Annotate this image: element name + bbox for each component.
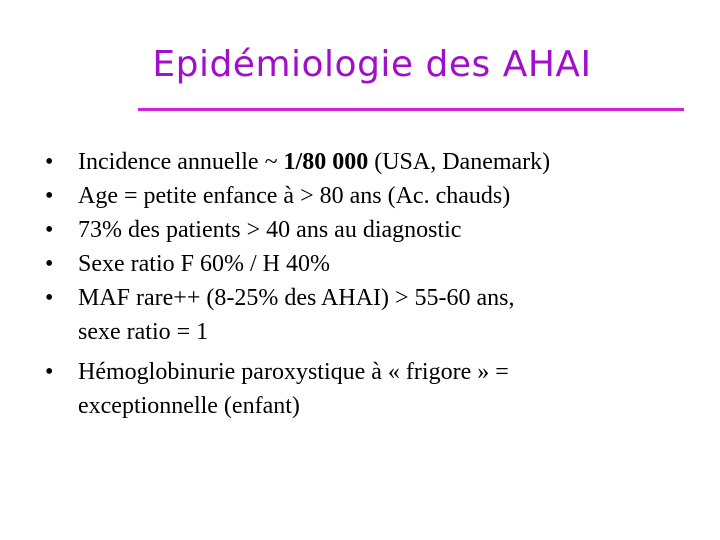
bullet-marker: •	[45, 149, 54, 175]
bullet-item-hemoglobinuria	[0, 355, 720, 423]
bullet-text: Age = petite enfance à > 80 ans (Ac. chauds)	[78, 183, 511, 209]
bullet-marker: •	[45, 285, 54, 311]
incidence-value: 1/80 000	[283, 149, 369, 175]
bullet-item-patients	[0, 213, 720, 247]
bullet-text: 73% des patients > 40 ans au diagnostic	[78, 217, 462, 243]
bullet-item-age	[0, 179, 720, 213]
bullet-text-line-2: sexe ratio = 1	[78, 319, 209, 345]
bullet-item-incidence	[0, 145, 720, 179]
title-underline	[138, 108, 684, 111]
bullet-text-line-2: exceptionnelle (enfant)	[78, 393, 300, 419]
incidence-source: (USA, Danemark)	[368, 149, 551, 175]
bullet-text	[78, 149, 550, 175]
bullet-item-sex-ratio	[0, 247, 720, 281]
bullet-text-line-1: Hémoglobinurie paroxystique à « frigore » =	[78, 359, 509, 385]
bullet-text: Sexe ratio F 60% / H 40%	[78, 251, 330, 277]
bullet-text-line-1: MAF rare++ (8-25% des AHAI) > 55-60 ans,	[78, 285, 515, 311]
slide-title: Epidémiologie des AHAI	[152, 44, 592, 85]
bullet-marker: •	[45, 217, 54, 243]
incidence-label: Incidence annuelle ~	[78, 149, 284, 175]
bullet-marker: •	[45, 359, 54, 385]
bullet-item-maf	[0, 281, 720, 349]
bullet-marker: •	[45, 251, 54, 277]
bullet-marker: •	[45, 183, 54, 209]
bullet-list	[0, 145, 720, 423]
